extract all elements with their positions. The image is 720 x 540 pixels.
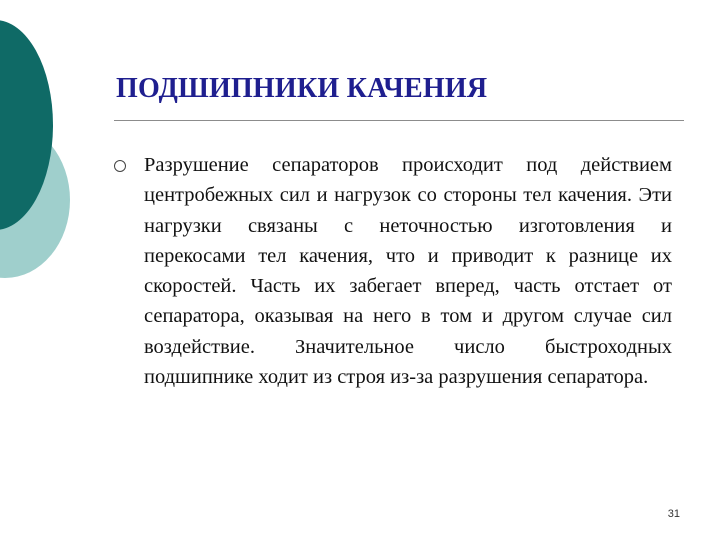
title-divider — [114, 120, 684, 121]
decorative-circles — [0, 0, 120, 300]
hollow-circle-bullet-icon — [114, 160, 126, 172]
body-paragraph: Разрушение сепараторов происходит под действием центробежных сил и нагрузок со стороны тел качения. Эти нагрузки связаны с неточностью изготовления и перекосами тел качения, что и приводит к разнице их скоростей. Часть их забегает вперед, часть отстает от сепаратора, оказывая на него в том и другом случае сил воздействие. Значительное число быстроходных подшипнике ходит из строя из-за разрушения сепаратора. — [144, 154, 672, 389]
page-number: 31 — [667, 508, 680, 520]
slide-title: ПОДШИПНИКИ КАЧЕНИЯ — [116, 73, 488, 104]
